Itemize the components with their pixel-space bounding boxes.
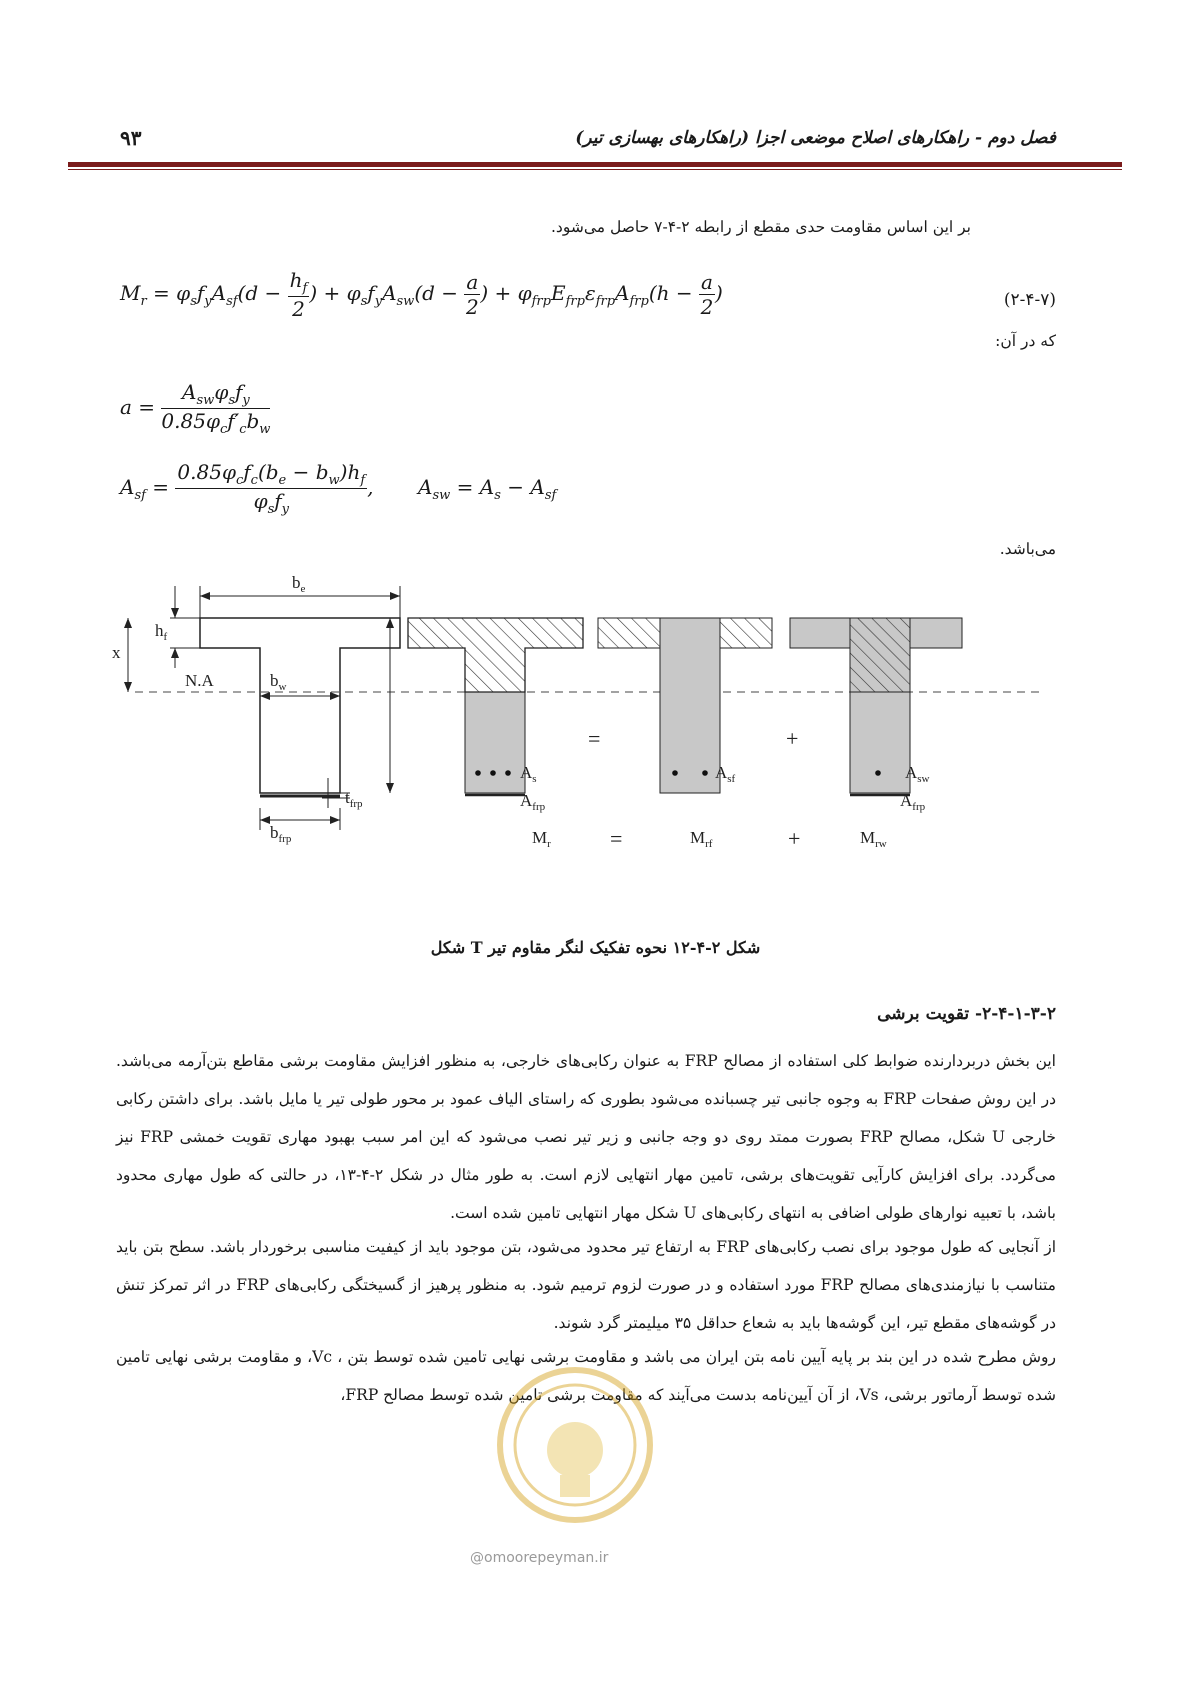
paragraph-1: این بخش دربردارنده ضوابط کلی استفاده از مصالح FRP به عنوان رکابی‌های خارجی، به منظور افزایش مقاومت برشی مقاطع بتن‌آرمه می‌باشد. در این روش صفحات FRP به وجوه جانبی تیر چسبانده می‌شود بطوری که راستای الیاف عمود بر محور طولی تیر یا مایل باشد. برای داشتن رکابی خارجی U شکل، مصالح FRP بصورت ممتد روی دو وجه جانبی و زیر تیر نصب می‌شود که این امر سبب بهبود مهاری تقویت خمشی FRP نیز می‌گردد. برای افزایش کارآیی تقویت‌های برشی، تامین مهار انتهایی لازم است. به طور مثال در شکل ۲-۴-۱۳، در حالتی که طول مهاری محدود باشد، با تعبیه نوارهای طولی اضافی به انتهای رکابی‌های U شکل مهار انتهایی تامین شده است. (116, 1052, 1057, 1222)
svg-text:tfrp (345, 788, 363, 810)
label-plus-2: + (788, 826, 801, 851)
watermark-url: @omoorepeyman.ir (470, 1550, 609, 1566)
svg-text:Mrf (690, 828, 713, 850)
paragraph-2: از آنجایی که طول موجود برای نصب رکابی‌های FRP به ارتفاع تیر محدود می‌شود، بتن موجود باید از کیفیت مناسبی برخوردار باشد. سطح بتن باید متناسب با نیازمندی‌های مصالح FRP مورد استفاده و در صورت لزوم ترمیم شود. به منظور پرهیز از گسیختگی رکابی‌های FRP در اثر تمرکز تنش در گوشه‌های مقطع تیر، این گوشه‌ها باید به شعاع حداقل ۳۵ میلیمتر گرد شوند. (116, 1238, 1057, 1332)
label-be-sub: e (300, 583, 306, 595)
mibashad-text: می‌باشد. (999, 540, 1056, 558)
svg-text:be (292, 573, 306, 595)
label-mrf-sub: rf (705, 838, 713, 850)
svg-text:bfrp (270, 823, 292, 845)
section-heading: ۲-۴-۱-۳-۲- تقویت برشی (877, 1004, 1056, 1024)
label-bfrp: b (270, 823, 279, 842)
label-bw-sub: w (278, 681, 287, 693)
label-plus-1: + (786, 726, 799, 751)
label-asf: A (715, 763, 728, 782)
header-rule (68, 162, 1122, 167)
label-mrw: M (860, 828, 876, 847)
chapter-header-title: فصل دوم - راهکارهای اصلاح موضعی اجزا (راهکارهای بهسازی تیر) (575, 128, 1056, 148)
label-afrp-2-sub: frp (912, 801, 926, 813)
label-equals-1: = (588, 726, 601, 751)
label-afrp-2: A (900, 791, 913, 810)
svg-text:Afrp (520, 791, 546, 813)
label-tfrp-sub: frp (349, 798, 363, 810)
label-asf-sub: sf (727, 773, 736, 785)
t-beam-moment-figure (100, 568, 1090, 868)
header-rule-thin (68, 169, 1122, 170)
label-hf-sub: f (163, 631, 168, 643)
figure-caption: شکل ۲-۴-۱۲ نحوه تفکیک لنگر مقاوم تیر T شکل (430, 938, 761, 957)
paragraph-3: روش مطرح شده در این بند بر پایه آیین نامه بتن ایران می باشد و مقاومت برشی نهایی تامین شده توسط بتن ، Vc، و مقاومت برشی نهایی تامین شده توسط آرماتور برشی، Vs، از آن آیین‌نامه بدست می‌آیند که مقاومت برشی تامین شده توسط مصالح FRP، (116, 1348, 1056, 1404)
equation-main: $M_r = \varphi_sf_yA_{sf}(d$ − $\frac{h_f}{2}$ ) + $\varphi_sf_yA_{sw}(d$ − $\frac{a}{2}$ ) + $\varphi_{frp}E_{frp}\varepsilon_{frp}A_{frp}(h$ − $\frac{a}{2}$ ) (120, 268, 723, 321)
intro-line: بر این اساس مقاومت حدی مقطع از رابطه ۲-۴-۷ حاصل می‌شود. (551, 218, 971, 236)
svg-text:hf (155, 621, 168, 643)
label-be: b (292, 573, 301, 592)
label-mr-sub: r (547, 838, 551, 850)
label-mrw-sub: rw (875, 838, 887, 850)
svg-text:bw (270, 671, 287, 693)
label-mrf: M (690, 828, 706, 847)
label-equals-2: = (610, 826, 623, 851)
equation-asf: $A_{sf}$ = $\frac{0.85\varphi_cf_c(b_e - b_w)h_f}{\varphi_sf_y}$ , $A_{sw} = A_s - A_{sf}$ (120, 460, 557, 517)
label-mr: M (532, 828, 548, 847)
label-afrp-1-sub: frp (532, 801, 546, 813)
svg-text:Asw (905, 763, 930, 785)
label-x: x (112, 643, 121, 662)
equation-a: a = $\frac{A_{sw}\varphi_sf_y}{0.85\varphi_cf'_cb_w}$ (120, 380, 271, 437)
watermark-seal-icon (495, 1365, 655, 1525)
label-afrp-1: A (520, 791, 533, 810)
where-text: که در آن: (995, 332, 1056, 350)
label-tfrp: t (345, 788, 350, 807)
page-number: ۹۳ (120, 126, 142, 150)
label-bfrp-sub: frp (278, 833, 292, 845)
svg-text:Afrp (900, 791, 926, 813)
svg-text:As (520, 763, 537, 785)
svg-text:Mrw (860, 828, 887, 850)
label-asw: A (905, 763, 918, 782)
svg-text:Asf (715, 763, 736, 785)
label-asw-sub: sw (917, 773, 930, 785)
svg-text:Mr (532, 828, 551, 850)
label-hf: h (155, 621, 164, 640)
label-as-sub: s (532, 773, 537, 785)
equation-number: (۲-۴-۷) (1003, 290, 1056, 310)
label-as: A (520, 763, 533, 782)
label-bw: b (270, 671, 279, 690)
label-na: N.A (185, 671, 214, 690)
